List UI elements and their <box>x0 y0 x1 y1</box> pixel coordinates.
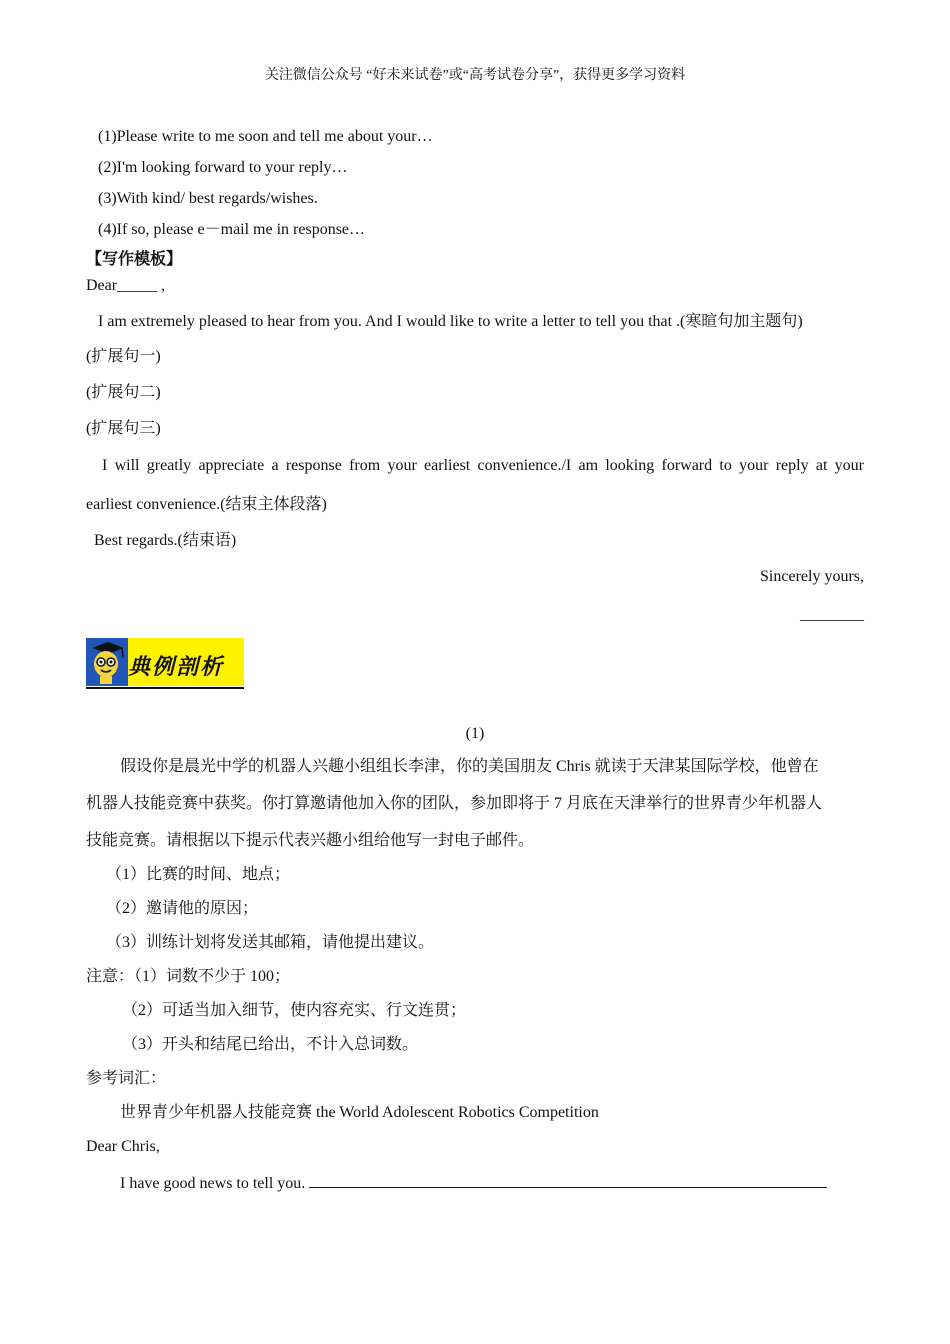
template-closing-line-1: I will greatly appreciate a response from your earliest convenience./I am looking forward to your reply at your <box>102 457 864 474</box>
example-note-3: （3）开头和结尾已给出，不计入总词数。 <box>122 1036 419 1053</box>
example-first-line-text: I have good news to tell you. <box>120 1175 310 1192</box>
template-expand-3: (扩展句三) <box>86 420 161 437</box>
example-notes-label: 注意：（1）词数不少于 100； <box>86 968 291 985</box>
template-closing-line-2: earliest convenience.(结束主体段落) <box>86 496 327 513</box>
template-signature-line: ________ <box>800 606 864 623</box>
example-point-3: （3）训练计划将发送其邮箱，请他提出建议。 <box>106 934 435 951</box>
template-heading: 【写作模板】 <box>86 251 183 268</box>
banner-underline <box>86 687 244 689</box>
example-analysis-banner <box>86 638 244 688</box>
example-prompt-line-2: 机器人技能竞赛中获奖。你打算邀请他加入你的团队，参加即将于 7 月底在天津举行的世界青少年机器人 <box>86 795 823 812</box>
ending-phrase-2: (2)I'm looking forward to your reply… <box>98 159 348 176</box>
ending-phrase-3: (3)With kind/ best regards/wishes. <box>98 190 318 207</box>
example-vocab-item: 世界青少年机器人技能竞赛 the World Adolescent Robotics Competition <box>120 1104 599 1121</box>
template-sincerely: Sincerely yours, <box>760 568 864 585</box>
template-expand-1: (扩展句一) <box>86 348 161 365</box>
example-first-line <box>120 1171 827 1194</box>
ending-phrase-4: (4)If so, please e－mail me in response… <box>98 221 366 238</box>
template-salutation: Dear_____ , <box>86 277 166 294</box>
example-salutation: Dear Chris, <box>86 1138 160 1155</box>
example-prompt-line-3: 技能竞赛。请根据以下提示代表兴趣小组给他写一封电子邮件。 <box>86 832 535 849</box>
banner-title: 典例剖析 <box>128 654 225 680</box>
ending-phrase-1: (1)Please write to me soon and tell me about your… <box>98 128 433 145</box>
template-expand-2: (扩展句二) <box>86 384 161 401</box>
page-header-notice: 关注微信公众号 “好未来试卷”或“高考试卷分享”，获得更多学习资料 <box>264 68 686 83</box>
example-point-2: （2）邀请他的原因； <box>106 900 259 917</box>
answer-blank-line[interactable] <box>309 1171 827 1188</box>
example-vocab-label: 参考词汇： <box>86 1070 167 1087</box>
example-number: (1) <box>465 725 485 742</box>
template-opening: I am extremely pleased to hear from you. And I would like to write a letter to tell you that .(寒暄句加主题句) <box>98 313 803 330</box>
template-regards: Best regards.(结束语) <box>94 532 237 549</box>
example-prompt-line-1: 假设你是晨光中学的机器人兴趣小组组长李津，你的美国朋友 Chris 就读于天津某国际学校，他曾在 <box>120 758 819 775</box>
cartoon-student-icon <box>86 638 128 686</box>
cartoon-student-svg <box>86 638 128 686</box>
example-note-2: （2）可适当加入细节，使内容充实、行文连贯； <box>122 1002 467 1019</box>
example-point-1: （1）比赛的时间、地点； <box>106 866 291 883</box>
